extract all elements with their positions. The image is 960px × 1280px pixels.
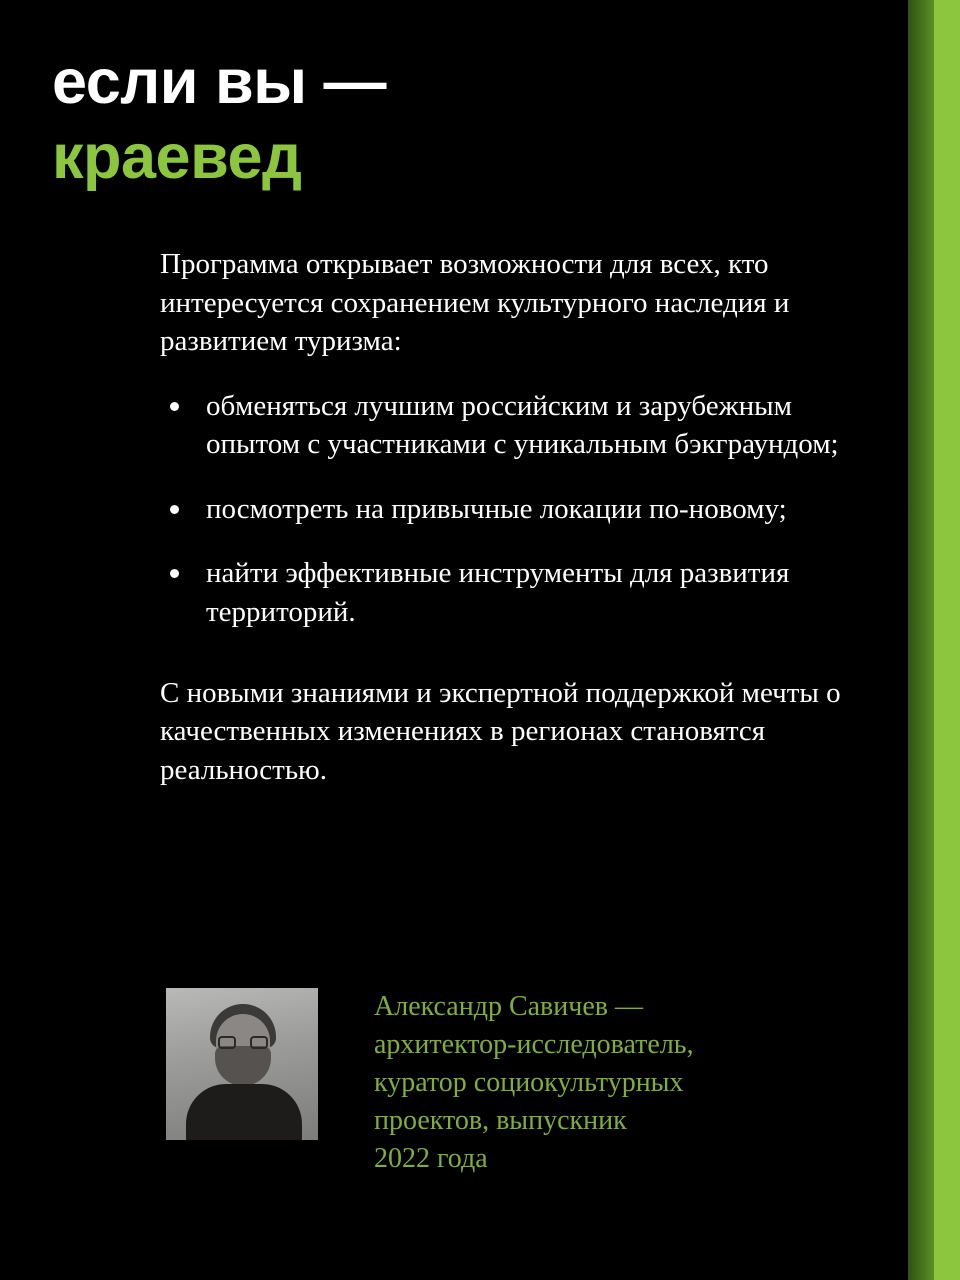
author-description bbox=[374, 988, 694, 1178]
author-line: куратор социокультурных bbox=[374, 1067, 684, 1099]
author-line: проектов, выпускник bbox=[374, 1105, 627, 1137]
bullet-dot-icon bbox=[170, 569, 179, 578]
list-item bbox=[160, 490, 860, 529]
outro-paragraph: С новыми знаниями и экспертной поддержкой мечты о качественных изменениях в регионах становятся реальностью. bbox=[160, 676, 841, 786]
headline-line-1: если вы — bbox=[52, 47, 387, 117]
avatar-body-shape bbox=[186, 1084, 302, 1140]
bullet-dot-icon bbox=[170, 505, 179, 514]
list-item-label: обменяться лучшим российским и зарубежным опытом с участниками с уникальным бэкграундом; bbox=[206, 389, 839, 461]
page-title bbox=[52, 48, 872, 193]
headline-line-2: краевед bbox=[52, 122, 302, 193]
intro-paragraph: Программа открывает возможности для всех, кто интересуется сохранением культурного наследия и развитием туризма: bbox=[160, 248, 790, 358]
author-credit bbox=[166, 988, 886, 1178]
bullet-dot-icon bbox=[170, 402, 179, 411]
list-item-label: посмотреть на привычные локации по-новому; bbox=[206, 492, 787, 525]
author-line: Александр Савичев — bbox=[374, 991, 643, 1022]
avatar-beard-shape bbox=[215, 1046, 271, 1086]
benefits-list bbox=[160, 387, 860, 632]
list-item bbox=[160, 387, 860, 464]
body-text-block bbox=[160, 245, 860, 789]
green-side-band bbox=[908, 0, 960, 1280]
list-item bbox=[160, 554, 860, 631]
list-item-label: найти эффективные инструменты для развития территорий. bbox=[206, 557, 790, 628]
glasses-icon bbox=[218, 1036, 268, 1049]
author-line: 2022 года bbox=[374, 1143, 488, 1175]
avatar bbox=[166, 988, 318, 1140]
green-side-band-highlight bbox=[934, 0, 960, 1280]
author-line: архитектор-исследователь, bbox=[374, 1029, 694, 1061]
